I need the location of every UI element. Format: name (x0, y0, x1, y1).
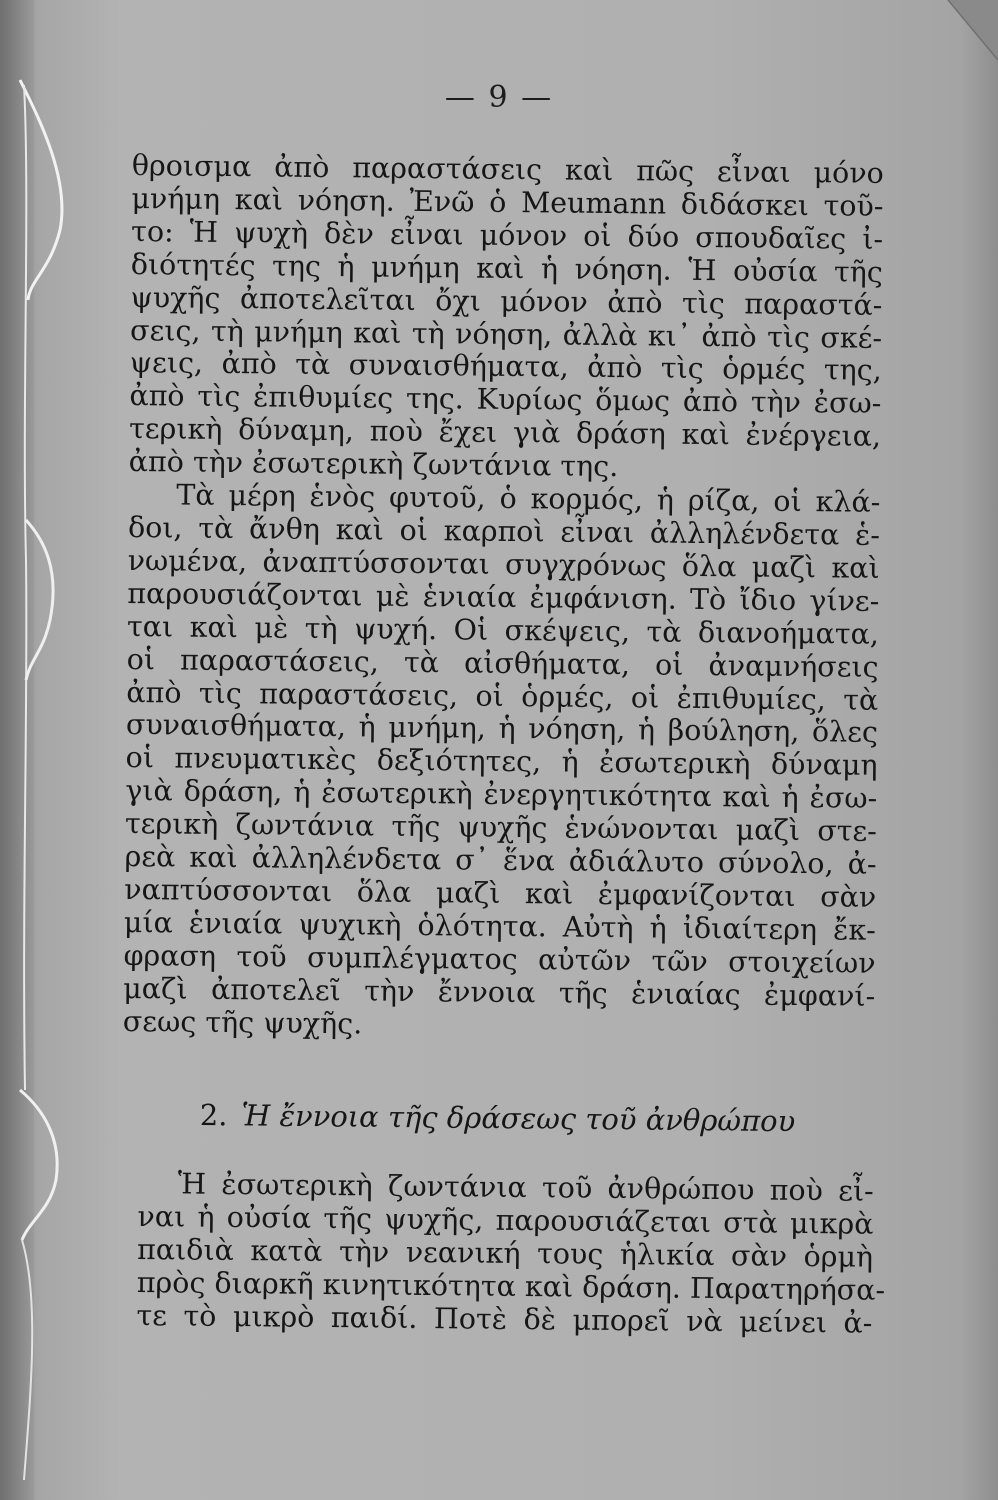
text-line: ψεις, ἀπὸ τὰ συναισθήματα, ἀπὸ τὶς ὁρμές της, (129, 346, 882, 388)
page-corner-fold (918, 0, 998, 80)
text-line: φραση τοῦ συμπλέγματος αὐτῶν τῶν στοιχείων (123, 938, 876, 980)
text-line: μαζὶ ἀποτελεῖ τὴν ἔννοια τῆς ἑνιαίας ἐμφανί- (123, 971, 876, 1013)
body-text-upper (123, 150, 884, 1046)
text-line: μία ἑνιαία ψυχικὴ ὁλότητα. Αὐτὴ ἡ ἰδιαίτερη ἔκ- (123, 905, 877, 947)
text-line: παιδιὰ κατὰ τὴν νεανική τους ἡλικία σὰν ὁρμὴ (136, 1232, 874, 1274)
text-line: ναπτύσσονται ὅλα μαζὶ καὶ ἐμφανίζονται σὰν (124, 872, 877, 914)
section-title: Ἡ ἔννοια τῆς δράσεως τοῦ ἀνθρώπου (241, 1098, 796, 1139)
text-line: ρεὰ καὶ ἀλληλένδετα σ᾿ ἕνα ἀδιάλυτο σύνολο, ἀ- (124, 839, 877, 881)
text-line: ἀπὸ τὶς ἐπιθυμίες της. Κυρίως ὅμως ἀπὸ τὴν ἐσω- (129, 379, 882, 421)
text-line: ἀπὸ τὶς παραστάσεις, οἱ ὁρμές, οἱ ἐπιθυμίες, τὰ (126, 675, 879, 717)
section-number: 2. (199, 1098, 228, 1133)
text-line: τερικὴ δύναμη, ποὺ ἔχει γιὰ δράση καὶ ἐνέργεια, (128, 412, 882, 454)
binding-thread-illustration (0, 0, 90, 1500)
text-line: Τὰ μέρη ἑνὸς φυτοῦ, ὁ κορμός, ἡ ρίζα, οἱ κλά- (176, 478, 881, 519)
text-line: θροισμα ἀπὸ παραστάσεις καὶ πῶς εἶναι μόνο (131, 149, 884, 190)
text-line: ἀπὸ τὴν ἐσωτερικὴ ζωντάνια της. (128, 445, 619, 484)
body-text-lower (136, 1167, 886, 1340)
section-heading (200, 1098, 840, 1139)
text-line: νωμένα, ἀναπτύσσονται συγχρόνως ὅλα μαζὶ καὶ (127, 543, 880, 585)
text-line: δοι, τὰ ἄνθη καὶ οἱ καρποὶ εἶναι ἀλληλένδετα ἑ- (127, 510, 881, 552)
text-line: γιὰ δράση, ἡ ἐσωτερικὴ ἐνεργητικότητα καὶ ἡ ἐσω- (125, 774, 878, 816)
text-line: τερικὴ ζωντάνια τῆς ψυχῆς ἑνώνονται μαζὶ στε- (124, 807, 878, 848)
text-line: ται καὶ μὲ τὴ ψυχή. Οἱ σκέψεις, τὰ διανοήματα, (126, 609, 880, 651)
text-line: πρὸς διαρκῆ κινητικότητα καὶ δράση. Παρατηρήσα- (136, 1265, 886, 1307)
text-line: παρουσιάζονται μὲ ἑνιαία ἐμφάνιση. Τὸ ἴδιο γίνε- (127, 576, 880, 618)
text-line: οἱ παραστάσεις, τὰ αἰσθήματα, οἱ ἀναμνήσεις (126, 642, 879, 684)
text-line: ναι ἡ οὐσία τῆς ψυχῆς, παρουσιάζεται στὰ μικρὰ (137, 1199, 874, 1241)
text-line: σεως τῆς ψυχῆς. (122, 1004, 363, 1041)
text-line: ψυχῆς ἀποτελεῖται ὄχι μόνον ἀπὸ τὶς παραστά- (130, 280, 883, 322)
text-line: τε τὸ μικρὸ παιδί. Ποτὲ δὲ μπορεῖ νὰ μείνει ἀ- (136, 1298, 873, 1340)
text-line: σεις, τὴ μνήμη καὶ τὴ νόηση, ἀλλὰ κι᾿ ἀπὸ τὶς σκέ- (129, 313, 883, 355)
text-line: το: Ἡ ψυχὴ δὲν εἶναι μόνον οἱ δύο σπουδαῖες ἰ- (130, 214, 884, 256)
text-line: Ἡ ἐσωτερικὴ ζωντάνια τοῦ ἀνθρώπου ποὺ εἶ- (177, 1167, 874, 1208)
text-line: διότητές της ἡ μνήμη καὶ ἡ νόηση. Ἡ οὐσία τῆς (130, 247, 883, 289)
text-line: μνήμη καὶ νόηση. Ἐνῶ ὁ Meumann διδάσκει τοῦ- (131, 181, 884, 223)
text-line: συναισθήματα, ἡ μνήμη, ἡ νόηση, ἡ βούληση, ὅλες (125, 708, 879, 750)
page-number: — 9 — (444, 80, 554, 115)
text-line: οἱ πνευματικὲς δεξιότητες, ἡ ἐσωτερικὴ δύναμη (125, 741, 878, 783)
